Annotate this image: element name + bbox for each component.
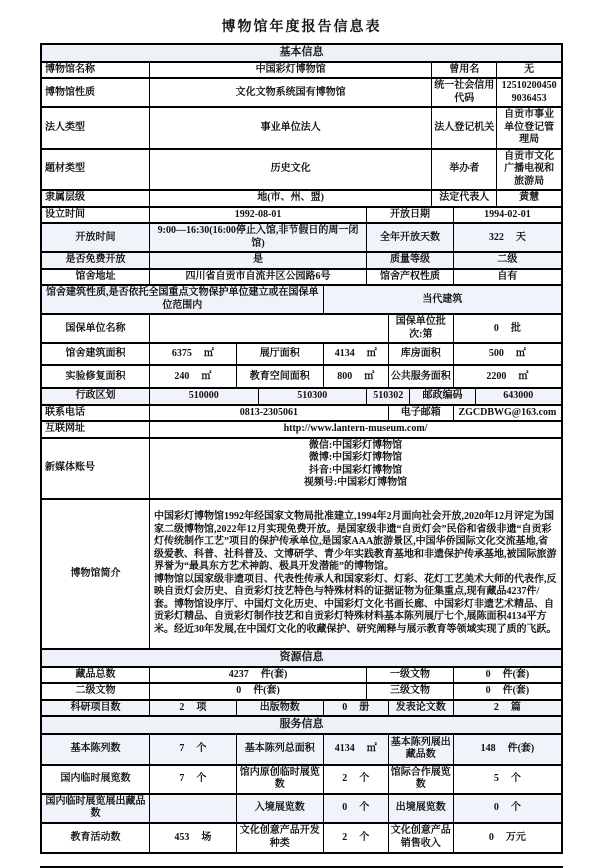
second-grade-relics-value [150,683,367,700]
website-value: http://www.lantern-museum.com/ [150,421,562,438]
admin-level-value: 地(市、州、盟) [150,190,432,207]
organizer-value: 自贡市文化广播电视和旅游局 [497,149,562,191]
theme-type-value: 历史文化 [150,149,432,191]
collection-total-label: 藏品总数 [41,667,150,684]
building-area-unit: ㎡ [203,348,214,359]
heritage-batch-label: 国保单位批次:第 [388,314,453,343]
publications-value [323,700,388,717]
annual-open-days-label: 全年开放天数 [367,223,454,252]
permanent-exhibited-items-unit: 件(套) [507,743,535,754]
outbound-exhibitions-unit: 个 [510,802,521,813]
cultural-product-types-value [323,823,388,853]
building-area-value [150,343,237,365]
permanent-exhibition-area-label: 基本陈列总面积 [236,734,323,765]
address-value: 四川省自贡市自流井区公园路6号 [150,269,367,286]
legal-representative-label: 法定代表人 [432,190,497,207]
property-ownership-value: 自有 [453,269,562,286]
exhibition-hall-area-label: 展厅面积 [236,343,323,365]
permanent-exhibitions-value [150,734,237,765]
exhibition-hall-area-unit: ㎡ [366,348,377,359]
museum-report-table [40,43,563,854]
storage-area-number: 500 [488,348,504,359]
public-service-area-value [453,365,562,388]
cultural-product-types-unit: 个 [359,831,370,843]
publications-number: 0 [342,701,348,713]
admin-division-province: 510000 [150,388,259,405]
research-projects-number: 2 [179,701,185,713]
cooperative-exhibitions-label: 馆际合作展览数 [388,765,453,794]
annual-open-days-unit: 天 [515,231,526,243]
permanent-exhibitions-number: 7 [179,743,185,754]
collection-total-unit: 件(套) [260,668,288,680]
second-grade-relics-unit: 件(套) [253,685,280,696]
phone-label: 联系电话 [41,405,150,422]
quality-grade-value: 二级 [453,252,562,269]
education-space-area-unit: ㎡ [364,370,375,382]
temp-exhibited-items-label: 国内临时展览展出藏品数 [41,794,150,823]
former-name-label: 曾用名 [432,62,497,79]
domestic-temp-exhibitions-label: 国内临时展览数 [41,765,150,794]
permanent-exhibition-area-number: 4134 [334,743,355,754]
original-temp-exhibitions-value [323,765,388,794]
exhibition-hall-area-number: 4134 [334,348,355,359]
phone-value: 0813-2305061 [150,405,389,422]
opening-hours-label: 开放时间 [41,223,150,252]
permanent-exhibited-items-number: 148 [480,743,496,754]
social-media-channels: 视频号:中国彩灯博物馆 [303,477,408,489]
email-label: 电子邮箱 [388,405,453,422]
lab-restoration-area-number: 240 [174,370,190,382]
permanent-exhibited-items-value [453,734,562,765]
heritage-site-name-label: 国保单位名称 [41,314,150,343]
legal-entity-type-value: 事业单位法人 [150,107,432,149]
original-temp-exhibitions-label: 馆内原创临时展览数 [236,765,323,794]
outbound-exhibitions-number: 0 [493,802,499,813]
public-service-area-number: 2200 [486,370,507,382]
section-header-basic-info: 基本信息 [41,44,562,62]
cultural-product-types-number: 2 [342,831,348,843]
building-nature-label: 馆舍建筑性质,是否依托全国重点文物保护单位建立或在国保单位范围内 [41,285,323,314]
social-media-label: 新媒体账号 [41,438,150,499]
heritage-site-name-value [150,314,389,343]
free-admission-value: 是 [150,252,367,269]
opening-hours-value: 9:00—16:30(16:00停止入馆,非节假日的周一闭馆) [150,223,367,252]
open-date-label: 开放日期 [367,207,454,224]
storage-area-value [453,343,562,365]
inbound-exhibitions-label: 入境展览数 [236,794,323,823]
museum-intro-text [150,499,562,649]
storage-area-unit: ㎡ [515,348,526,359]
domestic-temp-exhibitions-number: 7 [179,773,185,784]
cultural-product-revenue-number: 0 [488,831,494,843]
social-media-douyin: 抖音:中国彩灯博物馆 [308,464,403,476]
public-service-area-unit: ㎡ [518,370,529,382]
postal-code-value: 643000 [475,388,562,405]
publications-unit: 册 [359,701,370,713]
original-temp-exhibitions-number: 2 [342,773,348,784]
third-grade-relics-value [453,683,562,700]
credit-code-label: 统一社会信用代码 [432,78,497,107]
cultural-product-revenue-label: 文化创意产品销售收入 [388,823,453,853]
website-label: 互联网址 [41,421,150,438]
education-space-area-value [323,365,388,388]
education-activities-unit: 场 [201,831,212,843]
cultural-product-revenue-value [453,823,562,853]
papers-label: 发表论文数 [388,700,453,717]
building-area-label: 馆舍建筑面积 [41,343,150,365]
second-grade-relics-label: 二级文物 [41,683,150,700]
research-projects-value [150,700,237,717]
page-title: 博物馆年度报告信息表 [221,20,382,35]
lab-restoration-area-label: 实验修复面积 [41,365,150,388]
temp-exhibited-items-value [150,794,237,823]
first-grade-relics-number: 0 [485,668,491,680]
building-nature-value: 当代建筑 [323,285,562,314]
annual-open-days-number: 322 [488,231,504,243]
original-temp-exhibitions-unit: 个 [359,773,370,784]
exhibition-hall-area-value [323,343,388,365]
papers-unit: 篇 [510,701,521,713]
first-grade-relics-value [453,667,562,684]
papers-number: 2 [493,701,499,713]
property-ownership-label: 馆舍产权性质 [367,269,454,286]
social-media-weibo: 微博:中国彩灯博物馆 [308,452,403,464]
education-space-area-label: 教育空间面积 [236,365,323,388]
publications-label: 出版物数 [236,700,323,717]
organizer-label: 举办者 [432,149,497,191]
postal-code-label: 邮政编码 [410,388,475,405]
education-activities-number: 453 [174,831,190,843]
outbound-exhibitions-value [453,794,562,823]
lab-restoration-area-unit: ㎡ [201,370,212,382]
permanent-exhibited-items-label: 基本陈列展出藏品数 [388,734,453,765]
inbound-exhibitions-number: 0 [342,802,348,813]
former-name-value: 无 [497,62,562,79]
address-label: 馆舍地址 [41,269,150,286]
collection-total-number: 4237 [228,668,249,680]
permanent-exhibitions-label: 基本陈列数 [41,734,150,765]
research-projects-label: 科研项目数 [41,700,150,717]
museum-type-value: 文化文物系统国有博物馆 [150,78,432,107]
cooperative-exhibitions-number: 5 [493,773,499,784]
permanent-exhibition-area-unit: ㎡ [366,743,377,754]
cooperative-exhibitions-unit: 个 [510,773,521,784]
section-header-service-info: 服务信息 [41,716,562,734]
social-media-wechat: 微信:中国彩灯博物馆 [308,439,403,451]
museum-intro-paragraph-1: 中国彩灯博物馆1992年经国家文物局批准建立,1994年2月面向社会开放,2020年12月评定为国家二级博物馆,2022年12月实现免费开放。是国家级非遗“自贡灯会”民俗和省级非遗“自贡彩灯传统制作工艺”项目的保护传承单位,是国家AAA旅游景区,中国华侨国际文化交流基地,省级爱教、科普、社科普及、文博研学、青少年实践教育基地和非遗保护传承基地,被国际旅游界誉为“最具东方艺术神韵、极具开发潜能”的博物馆。 [154,511,557,573]
building-area-number: 6375 [171,348,192,359]
establish-date-label: 设立时间 [41,207,150,224]
credit-code-value: 125102004509036453 [497,78,562,107]
cultural-product-types-label: 文化创意产品开发种类 [236,823,323,853]
permanent-exhibition-area-value [323,734,388,765]
heritage-batch-value [453,314,562,343]
inbound-exhibitions-unit: 个 [359,802,370,813]
open-date-value: 1994-02-01 [453,207,562,224]
museum-name-value: 中国彩灯博物馆 [150,62,432,79]
domestic-temp-exhibitions-unit: 个 [196,773,207,784]
cooperative-exhibitions-value [453,765,562,794]
registration-authority-value: 自贡市事业单位登记管理局 [497,107,562,149]
education-activities-value [150,823,237,853]
annual-open-days-value [453,223,562,252]
first-grade-relics-label: 一级文物 [367,667,454,684]
next-section-top-rule [40,866,563,868]
social-media-value [150,438,562,499]
education-space-area-number: 800 [337,370,353,382]
public-service-area-label: 公共服务面积 [388,365,453,388]
permanent-exhibitions-unit: 个 [196,743,207,754]
museum-intro-paragraph-2: 博物馆以国家级非遗项目、代表性传承人和国家彩灯、灯彩、花灯工艺美术大师的代表作,反映自贡灯会历史、自贡彩灯技艺特色与特殊材料的证据证物为征集重点,现有藏品4237件/套。博物馆设序厅、中国灯文化历史、中国彩灯文化书画长廊、中国彩灯非遗艺术精品、自贡彩灯精品、自贡彩灯制作技艺和自贡彩灯特殊材料基本陈列展厅七个,展陈面积4134平方米。经近30年发展,在中国灯文化的收藏保护、研究阐释与展示教育等领域实现了质的飞跃。 [154,573,557,635]
theme-type-label: 题材类型 [41,149,150,191]
heritage-batch-unit: 批 [510,322,521,334]
registration-authority-label: 法人登记机关 [432,107,497,149]
storage-area-label: 库房面积 [388,343,453,365]
third-grade-relics-label: 三级文物 [367,683,454,700]
admin-division-label: 行政区划 [41,388,150,405]
third-grade-relics-number: 0 [485,685,491,696]
establish-date-value: 1992-08-01 [150,207,367,224]
legal-representative-value: 黄慧 [497,190,562,207]
first-grade-relics-unit: 件(套) [502,668,530,680]
lab-restoration-area-value [150,365,237,388]
legal-entity-type-label: 法人类型 [41,107,150,149]
admin-level-label: 隶属层级 [41,190,150,207]
third-grade-relics-unit: 件(套) [502,685,530,696]
outbound-exhibitions-label: 出境展览数 [388,794,453,823]
email-value: ZGCDBWG@163.com [453,405,562,422]
cultural-product-revenue-unit: 万元 [505,831,526,843]
domestic-temp-exhibitions-value [150,765,237,794]
education-activities-label: 教育活动数 [41,823,150,853]
collection-total-value [150,667,367,684]
admin-division-district: 510302 [367,388,410,405]
museum-name-label: 博物馆名称 [41,62,150,79]
heritage-batch-number: 0 [493,322,499,334]
free-admission-label: 是否免费开放 [41,252,150,269]
museum-intro-label: 博物馆简介 [41,499,150,649]
second-grade-relics-number: 0 [236,685,242,696]
inbound-exhibitions-value [323,794,388,823]
admin-division-city: 510300 [258,388,367,405]
papers-value [453,700,562,717]
museum-type-label: 博物馆性质 [41,78,150,107]
quality-grade-label: 质量等级 [367,252,454,269]
research-projects-unit: 项 [196,701,207,713]
section-header-resource-info: 资源信息 [41,649,562,667]
